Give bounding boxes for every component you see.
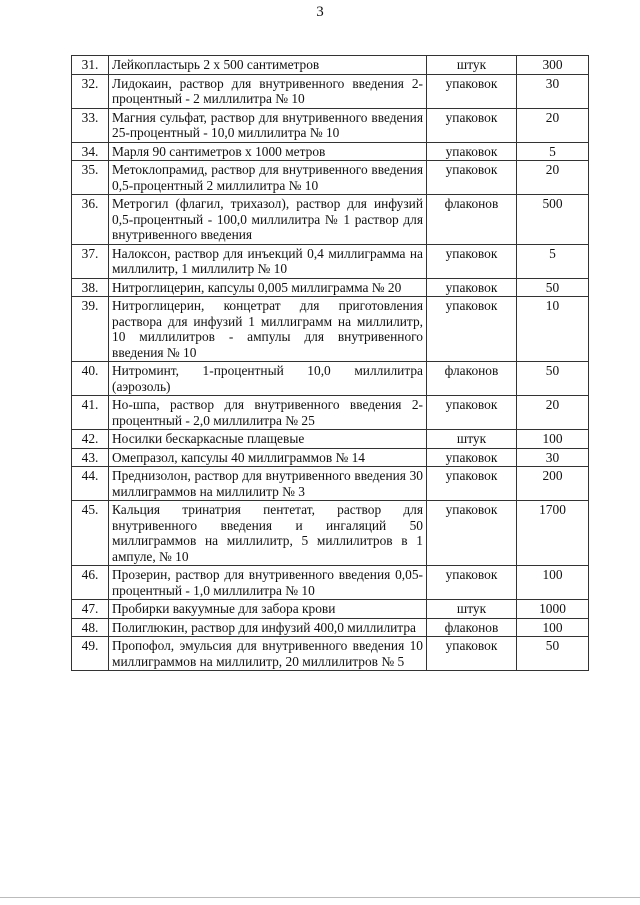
item-quantity: 5 [517, 142, 589, 161]
item-unit: упаковок [427, 74, 517, 108]
page-number: 3 [316, 4, 324, 20]
item-name: Марля 90 сантиметров х 1000 метров [109, 142, 427, 161]
table-row [72, 278, 589, 297]
item-unit: упаковок [427, 161, 517, 195]
item-unit: упаковок [427, 244, 517, 278]
item-unit: упаковок [427, 396, 517, 430]
item-name: Преднизолон, раствор для внутривенного введения 30 миллиграммов на миллилитр № 3 [109, 467, 427, 501]
item-name: Омепразол, капсулы 40 миллиграммов № 14 [109, 448, 427, 467]
item-quantity: 50 [517, 637, 589, 671]
row-number: 40. [72, 362, 109, 396]
item-unit: упаковок [427, 108, 517, 142]
item-quantity: 200 [517, 467, 589, 501]
item-name: Полиглюкин, раствор для инфузий 400,0 миллилитра [109, 618, 427, 637]
item-quantity: 5 [517, 244, 589, 278]
item-name: Метоклопрамид, раствор для внутривенного введения 0,5-процентный 2 миллилитра № 10 [109, 161, 427, 195]
table-row [72, 297, 589, 362]
table-row [72, 161, 589, 195]
item-quantity: 300 [517, 56, 589, 75]
item-quantity: 100 [517, 618, 589, 637]
item-quantity: 20 [517, 108, 589, 142]
item-name: Нитроглицерин, капсулы 0,005 миллиграмма № 20 [109, 278, 427, 297]
item-name: Нитроглицерин, концетрат для приготовления раствора для инфузий 1 миллиграмм на миллилитр, 10 миллилитров - ампулы для внутривенного введения № 10 [109, 297, 427, 362]
item-name: Кальция тринатрия пентетат, раствор для внутривенного введения и ингаляций 50 миллиграммов на миллилитр, 5 миллилитров в 1 ампуле, № 10 [109, 501, 427, 566]
item-quantity: 100 [517, 430, 589, 449]
table-row [72, 637, 589, 671]
item-name: Пропофол, эмульсия для внутривенного введения 10 миллиграммов на миллилитр, 20 миллилитров № 5 [109, 637, 427, 671]
item-name: Лейкопластырь 2 х 500 сантиметров [109, 56, 427, 75]
item-quantity: 1000 [517, 600, 589, 619]
table-row [72, 618, 589, 637]
row-number: 49. [72, 637, 109, 671]
row-number: 31. [72, 56, 109, 75]
item-name: Нитроминт, 1-процентный 10,0 миллилитра (аэрозоль) [109, 362, 427, 396]
row-number: 33. [72, 108, 109, 142]
item-unit: штук [427, 600, 517, 619]
table-row [72, 74, 589, 108]
item-name: Лидокаин, раствор для внутривенного введения 2-процентный - 2 миллилитра № 10 [109, 74, 427, 108]
item-quantity: 30 [517, 74, 589, 108]
table-row [72, 430, 589, 449]
item-unit: флаконов [427, 195, 517, 245]
item-name: Прозерин, раствор для внутривенного введения 0,05-процентный - 1,0 миллилитра № 10 [109, 566, 427, 600]
table-row [72, 467, 589, 501]
table-row [72, 195, 589, 245]
item-name: Носилки бескаркасные плащевые [109, 430, 427, 449]
row-number: 43. [72, 448, 109, 467]
item-quantity: 50 [517, 278, 589, 297]
item-unit: упаковок [427, 448, 517, 467]
item-name: Налоксон, раствор для инъекций 0,4 миллиграмма на миллилитр, 1 миллилитр № 10 [109, 244, 427, 278]
row-number: 38. [72, 278, 109, 297]
table-row [72, 56, 589, 75]
item-quantity: 20 [517, 396, 589, 430]
item-name: Но-шпа, раствор для внутривенного введения 2-процентный - 2,0 миллилитра № 25 [109, 396, 427, 430]
row-number: 35. [72, 161, 109, 195]
row-number: 32. [72, 74, 109, 108]
row-number: 39. [72, 297, 109, 362]
row-number: 41. [72, 396, 109, 430]
item-quantity: 10 [517, 297, 589, 362]
table-row [72, 244, 589, 278]
item-quantity: 50 [517, 362, 589, 396]
row-number: 46. [72, 566, 109, 600]
table-row [72, 108, 589, 142]
table-row [72, 142, 589, 161]
item-unit: флаконов [427, 618, 517, 637]
item-quantity: 20 [517, 161, 589, 195]
item-name: Метрогил (флагил, трихазол), раствор для инфузий 0,5-процентный - 100,0 миллилитра № 1 раствор для внутривенного введения [109, 195, 427, 245]
supplies-table [71, 55, 589, 671]
row-number: 37. [72, 244, 109, 278]
item-unit: упаковок [427, 297, 517, 362]
table-row [72, 501, 589, 566]
table-row [72, 396, 589, 430]
item-name: Пробирки вакуумные для забора крови [109, 600, 427, 619]
row-number: 47. [72, 600, 109, 619]
row-number: 36. [72, 195, 109, 245]
item-unit: штук [427, 430, 517, 449]
table-row [72, 566, 589, 600]
item-unit: упаковок [427, 566, 517, 600]
row-number: 48. [72, 618, 109, 637]
row-number: 45. [72, 501, 109, 566]
item-unit: упаковок [427, 467, 517, 501]
page-bottom-rule [0, 897, 640, 898]
item-quantity: 30 [517, 448, 589, 467]
item-unit: штук [427, 56, 517, 75]
item-name: Магния сульфат, раствор для внутривенного введения 25-процентный - 10,0 миллилитра № 10 [109, 108, 427, 142]
item-quantity: 100 [517, 566, 589, 600]
item-quantity: 500 [517, 195, 589, 245]
table-row [72, 448, 589, 467]
row-number: 42. [72, 430, 109, 449]
item-quantity: 1700 [517, 501, 589, 566]
item-unit: упаковок [427, 637, 517, 671]
table-row [72, 362, 589, 396]
item-unit: флаконов [427, 362, 517, 396]
table-row [72, 600, 589, 619]
item-unit: упаковок [427, 501, 517, 566]
item-unit: упаковок [427, 142, 517, 161]
row-number: 44. [72, 467, 109, 501]
supplies-table-body [72, 56, 589, 671]
row-number: 34. [72, 142, 109, 161]
item-unit: упаковок [427, 278, 517, 297]
